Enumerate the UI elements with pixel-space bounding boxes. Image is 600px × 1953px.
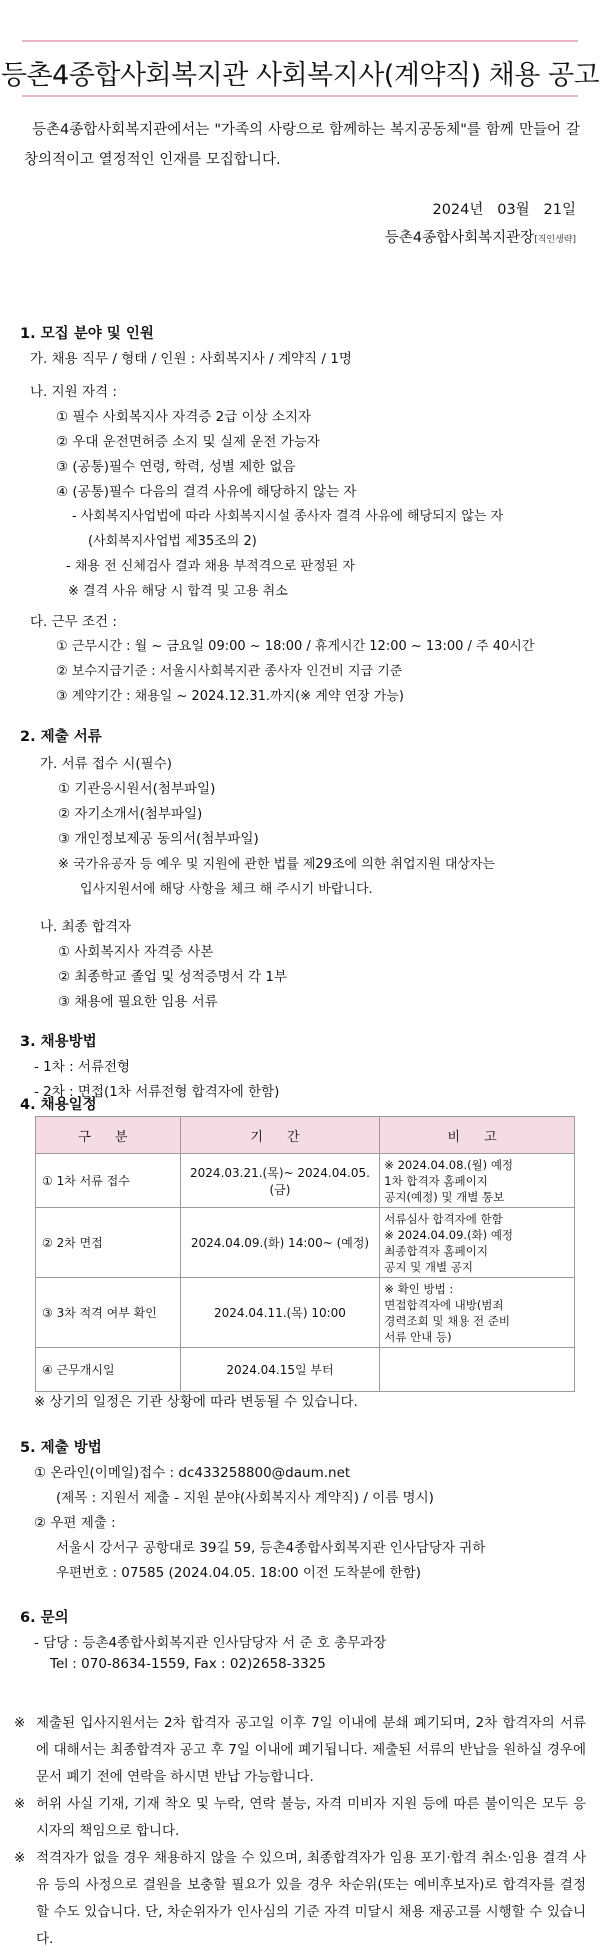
cell-step: ③ 3차 적격 여부 확인 [36, 1278, 181, 1348]
s1-c1: ① 근무시간 : 월 ~ 금요일 09:00 ~ 18:00 / 휴게시간 12:00 ~ 13:00 / 주 40시간 [56, 639, 535, 654]
date-month: 03월 [497, 202, 530, 218]
note-text: 제출된 입사지원서는 2차 합격자 공고일 이후 7일 이내에 분쇄 폐기되며, 2차 합격자의 서류에 대해서는 최종합격자 공고 후 7일 이내에 폐기됩니다. 제출된 서류의 반납을 원하실 경우에 문서 폐기 전에 연락을 하시면 반납 가능합니다. [36, 1715, 586, 1785]
table-header-row [36, 1117, 575, 1154]
s3-a: - 1차 : 서류전형 [34, 1059, 131, 1075]
note-text: 적격자가 없을 경우 채용하지 않을 수 있으며, 최종합격자가 임용 포기·합격 취소·임용 결격 사유 등의 사정으로 결원을 보충할 필요가 있을 경우 차순위(또는 예비후보자)로 합격자를 결정할 수도 있습니다. 단, 차순위자가 인사심의 기준 자격 미달시 채용 재공고를 시행할 수 있습니다. [36, 1850, 586, 1947]
section-5-heading: 5. 제출 방법 [20, 1440, 102, 1456]
s6-a: - 담당 : 등촌4종합사회복지관 인사담당자 서 준 호 총무과장 [34, 1635, 387, 1651]
s6-b: Tel : 070-8634-1559, Fax : 02)2658-3325 [50, 1656, 326, 1672]
s1-c2: ② 보수지급기준 : 서울시사회복지관 종사자 인건비 지급 기준 [56, 664, 403, 679]
s5-a: ① 온라인(이메일)접수 : dc433258800@daum.net [34, 1465, 351, 1481]
s2-a1: ① 기관응시원서(첨부파일) [58, 781, 216, 797]
cell-step: ② 2차 면접 [36, 1208, 181, 1278]
s1-a: 가. 채용 직무 / 형태 / 인원 : 사회복지사 / 계약직 / 1명 [30, 351, 352, 367]
s1-b4c: ※ 결격 사유 해당 시 합격 및 고용 취소 [68, 584, 288, 599]
s5-b: ② 우편 제출 : [34, 1515, 116, 1531]
note-item [14, 1710, 586, 1791]
cell-note: ※ 확인 방법 : 면접합격자에 내방(범죄 경력조회 및 채용 전 준비 서류 안내 등) [380, 1278, 575, 1348]
note-mark: ※ [14, 1796, 26, 1812]
s2-a4: ※ 국가유공자 등 예우 및 지원에 관한 법률 제29조에 의한 취업지원 대상자는 [58, 857, 496, 872]
title-rule [22, 95, 578, 97]
cell-step: ① 1차 서류 접수 [36, 1154, 181, 1208]
col-header: 기 간 [180, 1117, 380, 1154]
s2-b: 나. 최종 합격자 [40, 919, 132, 935]
s1-b1: ① 필수 사회복지사 자격증 2급 이상 소지자 [56, 409, 312, 425]
col-header: 구 분 [36, 1117, 181, 1154]
s5-b1: 서울시 강서구 공항대로 39길 59, 등촌4종합사회복지관 인사담당자 귀하 [56, 1540, 486, 1556]
s2-a: 가. 서류 접수 시(필수) [40, 756, 173, 772]
cell-step: ④ 근무개시일 [36, 1348, 181, 1392]
cell-period: 2024.04.11.(목) 10:00 [180, 1278, 380, 1348]
note-text: 허위 사실 기재, 기재 착오 및 누락, 연락 불능, 자격 미비자 지원 등에 따른 불이익은 모두 응시자의 책임으로 합니다. [36, 1796, 586, 1839]
s1-b4b: - 채용 전 신체검사 결과 채용 부적격으로 판정된 자 [66, 559, 355, 574]
cell-note: 서류심사 합격자에 한함 ※ 2024.04.09.(화) 예정 최종합격자 홈페이지 공지 및 개별 공지 [380, 1208, 575, 1278]
col-header: 비 고 [380, 1117, 575, 1154]
cell-period: 2024.04.15일 부터 [180, 1348, 380, 1392]
s1-c3: ③ 계약기간 : 채용일 ~ 2024.12.31.까지(※ 계약 연장 가능) [56, 689, 404, 704]
s1-b4: ④ (공통)필수 다음의 결격 사유에 해당하지 않는 자 [56, 484, 357, 500]
table-row [36, 1348, 575, 1392]
s3-b: - 2차 : 면접(1차 서류전형 합격자에 한함) [34, 1084, 280, 1100]
cell-note: ※ 2024.04.08.(월) 예정 1차 합격자 홈페이지 공지(예정) 및 개별 통보 [380, 1154, 575, 1208]
seal-omitted: [직인생략] [534, 235, 576, 245]
cell-period: 2024.04.09.(화) 14:00~ (예정) [180, 1208, 380, 1278]
s1-c: 다. 근무 조건 : [30, 614, 117, 630]
section-2-heading: 2. 제출 서류 [20, 729, 102, 745]
s2-a3: ③ 개인정보제공 동의서(첨부파일) [58, 831, 259, 847]
intro-text: 등촌4종합사회복지관에서는 "가족의 사랑으로 함께하는 복지공동체"를 함께 만들어 갈 창의적이고 열정적인 인재를 모집합니다. [24, 122, 580, 168]
s1-b: 나. 지원 자격 : [30, 384, 117, 400]
s2-a2: ② 자기소개서(첨부파일) [58, 806, 203, 822]
schedule-table [35, 1116, 575, 1392]
s5-b2: 우편번호 : 07585 (2024.04.05. 18:00 이전 도착분에 한함) [56, 1565, 422, 1581]
section-3-heading: 3. 채용방법 [20, 1034, 97, 1050]
page-title: 등촌4종합사회복지관 사회복지사(계약직) 채용 공고 [0, 60, 600, 91]
s2-b2: ② 최종학교 졸업 및 성적증명서 각 1부 [58, 969, 288, 985]
top-rule [22, 40, 578, 42]
section-1-heading: 1. 모집 분야 및 인원 [20, 326, 154, 342]
date-day: 21일 [543, 202, 576, 218]
s1-b4a2: (사회복지사업법 제35조의 2) [88, 534, 257, 549]
signer: 등촌4종합사회복지관장 [384, 230, 535, 246]
schedule-footnote: ※ 상기의 일정은 기관 상황에 따라 변동될 수 있습니다. [34, 1394, 358, 1410]
note-mark: ※ [14, 1850, 26, 1866]
table-row [36, 1278, 575, 1348]
s5-a2: (제목 : 지원서 제출 - 지원 분야(사회복지사 계약직) / 이름 명시) [56, 1490, 434, 1506]
note-item [14, 1845, 586, 1953]
s2-b3: ③ 채용에 필요한 임용 서류 [58, 994, 218, 1010]
s1-b3: ③ (공통)필수 연령, 학력, 성별 제한 없음 [56, 459, 296, 475]
announce-date [432, 198, 576, 219]
s1-b2: ② 우대 운전면허증 소지 및 실제 운전 가능자 [56, 434, 320, 450]
s2-b1: ① 사회복지사 자격증 사본 [58, 944, 214, 960]
note-mark: ※ [14, 1715, 26, 1731]
section-6-heading: 6. 문의 [20, 1610, 69, 1626]
s2-a4b: 입사지원서에 해당 사항을 체크 해 주시기 바랍니다. [80, 882, 373, 897]
s1-b4a: - 사회복지사업법에 따라 사회복지시설 종사자 결격 사유에 해당되지 않는 자 [72, 509, 504, 524]
cell-note [380, 1348, 575, 1392]
table-row [36, 1208, 575, 1278]
section-4-heading: 4. 채용일정 [20, 1097, 97, 1113]
table-row [36, 1154, 575, 1208]
date-year: 2024년 [432, 202, 484, 218]
note-item [14, 1791, 586, 1845]
signer-line [385, 226, 576, 247]
cell-period: 2024.03.21.(목)~ 2024.04.05.(금) [180, 1154, 380, 1208]
